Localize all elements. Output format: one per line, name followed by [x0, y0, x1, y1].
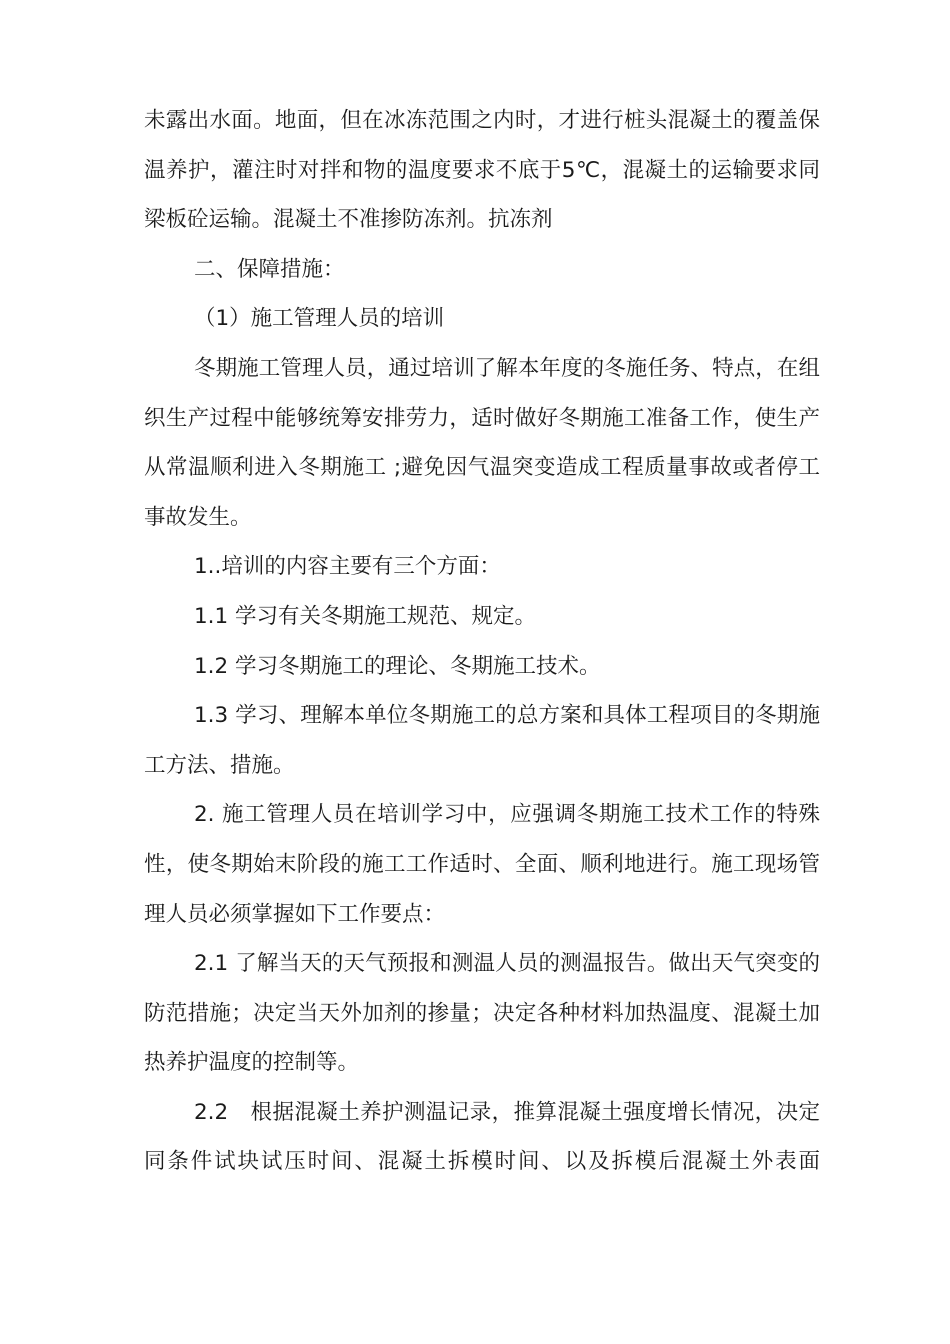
subsection-heading-training: （1）施工管理人员的培训 [194, 306, 445, 332]
document-body [144, 96, 820, 1187]
list-item-2-1: 2.1 了解当天的天气预报和测温人员的测温报告。做出天气突变的防范措施；决定当天外加剂的掺量；决定各种材料加热温度、混凝土加热养护温度的控制等。 [144, 951, 820, 1076]
list-heading-training-content: 1..培训的内容主要有三个方面： [194, 554, 501, 580]
section-heading-guarantee-measures: 二、保障措施： [194, 256, 345, 282]
list-item-2-2: 2.2 根据混凝土养护测温记录，推算混凝土强度增长情况，决定同条件试块试压时间、混凝土拆模时间、以及拆模后混凝土外表面 [144, 1099, 820, 1175]
paragraph-training-intro: 冬期施工管理人员，通过培训了解本年度的冬施任务、特点，在组织生产过程中能够统筹安排劳力，适时做好冬期施工准备工作，使生产从常温顺利进入冬期施工 ;避免因气温突变造成工程质量事故或者停工事故发生。 [144, 355, 820, 530]
list-item-1-3: 1.3 学习、理解本单位冬期施工的总方案和具体工程项目的冬期施工方法、措施。 [144, 703, 820, 778]
list-item-1-1: 1.1 学习有关冬期施工规范、规定。 [194, 603, 537, 629]
list-item-1-2: 1.2 学习冬期施工的理论、冬期施工技术。 [194, 653, 601, 679]
paragraph-item-2: 2. 施工管理人员在培训学习中，应强调冬期施工技术工作的特殊性，使冬期始末阶段的施工工作适时、全面、顺利地进行。施工现场管理人员必须掌握如下工作要点： [144, 802, 820, 927]
paragraph-continuation: 未露出水面。地面，但在冰冻范围之内时，才进行桩头混凝土的覆盖保温养护，灌注时对拌和物的温度要求不底于5℃，混凝土的运输要求同梁板砼运输。混凝土不准掺防冻剂。抗冻剂 [144, 108, 820, 233]
